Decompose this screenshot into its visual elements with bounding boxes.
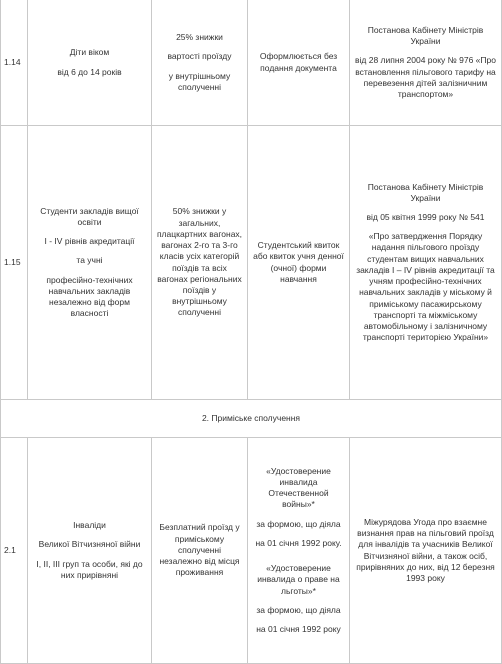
benefit-text: 25% знижки [176, 32, 223, 43]
category-cell [28, 438, 152, 664]
category-cell [28, 126, 152, 400]
document-cell [248, 126, 350, 400]
section-title: 2. Приміське сполучення [1, 400, 502, 438]
table-row [1, 126, 502, 400]
document-text: «Удостоверение инвалида Отечественной войны»* [266, 465, 331, 510]
document-cell [248, 438, 350, 664]
table-row [1, 0, 502, 126]
document-text: на 01 січня 1992 року. [255, 537, 342, 548]
benefit-cell [152, 438, 248, 664]
basis-text: «Про затвердження Порядку надання пільгового проїзду студентам вищих навчальних закладів І – IV рівнів акредитації та учням професійно-технічних навчальних закладів у міському й приміському пасажирському транспорті та міжміському автомобільному і залізничному транспорті територією України» [356, 231, 495, 343]
document-text: Оформлюється без подання документа [259, 51, 338, 73]
benefit-cell [152, 126, 248, 400]
benefit-cell [152, 0, 248, 126]
category-text: І, II, III груп та особи, які до них прирівняні [36, 558, 143, 580]
benefit-text: 50% знижки у загальних, плацкартних вагонах, вагонах 2-го та 3-го класів усіх категорій поїздів та всіх вагонах регіональних поїздів у внутрішньому сполученні [156, 206, 243, 318]
category-cell [28, 0, 152, 126]
benefit-text: вартості проїзду [167, 51, 232, 62]
benefit-text: Безплатний проїзд у приміському сполученні незалежно від місця проживання [159, 522, 240, 578]
section-row [1, 400, 502, 438]
category-text: професійно-технічних навчальних закладів незалежно від форм власності [46, 274, 133, 319]
basis-text: від 28 липня 2004 року № 976 «Про встановлення пільгового тарифу на перевезення дітей залізничним транспортом» [355, 55, 496, 99]
row-number: 2.1 [1, 438, 28, 664]
benefit-text: у внутрішньому сполученні [168, 70, 231, 92]
table-row [1, 438, 502, 664]
document-text: за формою, що діяла [256, 518, 341, 529]
category-text: Великої Вітчизняної війни [38, 539, 141, 550]
document-text: «Удостоверение инвалида о праве на льготы»* [257, 563, 340, 596]
basis-cell [350, 0, 502, 126]
basis-cell [350, 438, 502, 664]
row-number: 1.15 [1, 126, 28, 400]
row-number: 1.14 [1, 0, 28, 126]
document-text: на 01 січня 1992 року [256, 623, 341, 634]
category-text: та учні [76, 255, 103, 266]
basis-text: Міжурядова Угода про взаємне визнання прав на пільговий проїзд для інвалідів та учасників Великої Вітчизняної війни, а також осіб, прирівняних до них, від 12 березня 1993 року [356, 516, 495, 583]
category-text: І - IV рівнів акредитації [44, 236, 135, 247]
basis-text: Постанова Кабінету Міністрів України [367, 181, 484, 203]
basis-text: від 05 квітня 1999 року № 541 [366, 212, 485, 223]
category-text: Діти віком [69, 47, 110, 58]
document-text: за формою, що діяла [256, 604, 341, 615]
category-text: від 6 до 14 років [57, 66, 122, 77]
basis-text: Постанова Кабінету Міністрів України [367, 24, 484, 47]
document-text: Студентський квиток або квиток учня денної (очної) форми навчання [253, 240, 344, 284]
basis-cell [350, 126, 502, 400]
document-cell [248, 0, 350, 126]
category-text: Інваліди [73, 520, 106, 531]
category-text: Студенти закладів вищої освіти [40, 205, 139, 227]
